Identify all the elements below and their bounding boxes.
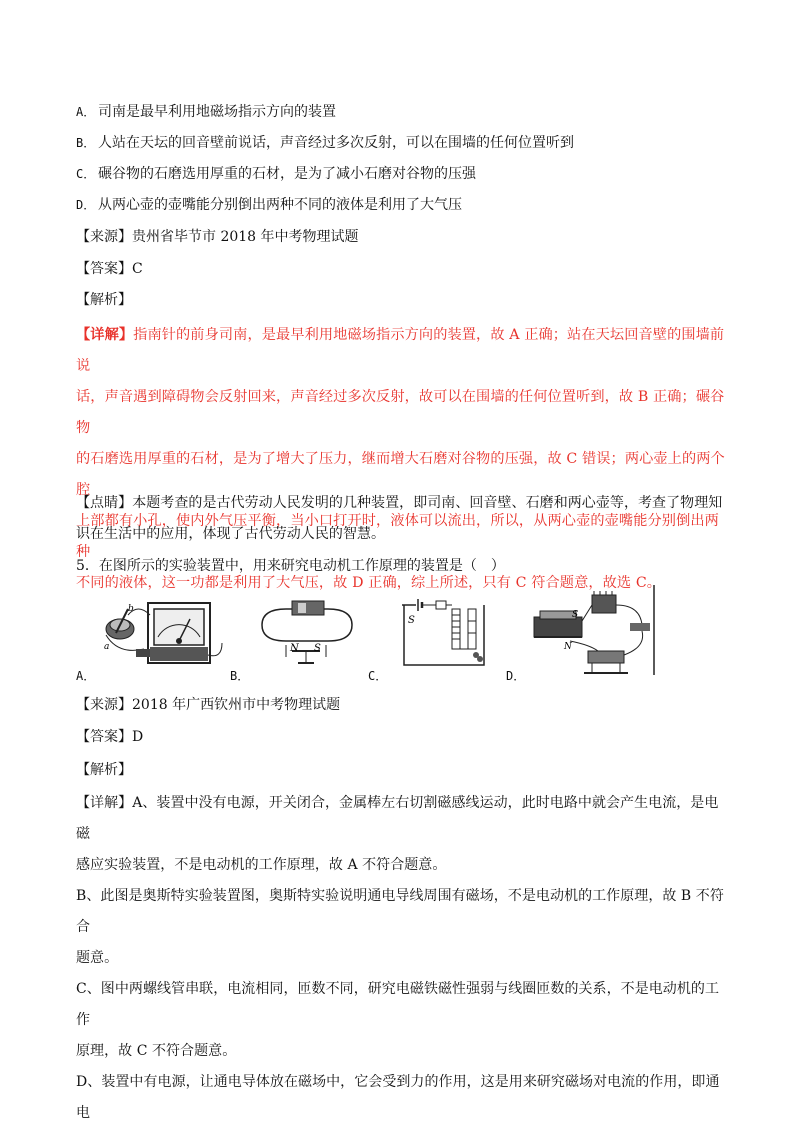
- option-letter: A．: [76, 105, 96, 119]
- option-letter: B．: [76, 136, 96, 150]
- option-text: 人站在天坛的回音壁前说话，声音经过多次反射，可以在围墙的任何位置听到: [98, 135, 574, 151]
- figure-label-d: D．: [506, 669, 526, 683]
- figure-d-motor-principle: [530, 585, 660, 677]
- q4-option-d: [76, 195, 462, 215]
- option-text: 从两心壶的壶嘴能分别倒出两种不同的液体是利用了大气压: [98, 197, 462, 213]
- q4-analysis-label: 【解析】: [76, 292, 132, 308]
- figure-c-electromagnet-coils: [394, 587, 494, 669]
- figure-c-label-s: S: [408, 615, 415, 626]
- detail-line: 原理，故 C 不符合题意。: [76, 1043, 237, 1059]
- q5-answer: 【答案】D: [76, 729, 144, 745]
- figure-b-label-n: N: [290, 643, 299, 654]
- option-letter: C．: [76, 167, 96, 181]
- detail-line: 话，声音遇到障碍物会反射回来，声音经过多次反射，故可以在围墙的任何位置听到，故 B 正确；碾谷物: [76, 389, 725, 436]
- q4-option-c: [76, 164, 476, 184]
- figure-a-label-a: a: [104, 642, 110, 652]
- q4-answer: 【答案】C: [76, 261, 143, 277]
- q5-analysis-label: 【解析】: [76, 762, 132, 778]
- detail-line: 不同的液体，这一功都是利用了大气压，故 D 正确，综上所述，只有 C 符合题意，故选 C。: [76, 575, 662, 591]
- detail-tag: 【详解】: [76, 327, 134, 343]
- option-letter: D．: [76, 198, 96, 212]
- figure-b-label-s: S: [314, 643, 321, 654]
- detail-line: 感应实验装置，不是电动机的工作原理，故 A 不符合题意。: [76, 857, 447, 873]
- detail-text: 指南针的前身司南，是最早利用地磁场指示方向的装置，故 A 正确；站在天坛回音壁的围墙前说: [76, 327, 725, 374]
- detail-line: 题意。: [76, 950, 119, 966]
- comment-line: 识在生活中的应用，体现了古代劳动人民的智慧。: [76, 526, 386, 542]
- q5-stem: 5．在图所示的实验装置中，用来研究电动机工作原理的装置是（ ）: [76, 558, 505, 574]
- q5-detail: [76, 788, 726, 1129]
- detail-line: 【详解】A、装置中没有电源，开关闭合，金属棒左右切割磁感线运动，此时电路中就会产生电流，是电磁: [76, 795, 719, 842]
- figure-label-b: B．: [230, 669, 250, 683]
- detail-line: D、装置中有电源，让通电导体放在磁场中，它会受到力的作用，这是用来研究磁场对电流的作用，即通电: [76, 1074, 720, 1121]
- detail-line: C、图中两螺线管串联，电流相同，匝数不同，研究电磁铁磁性强弱与线圈匝数的关系，不是电动机的工作: [76, 981, 720, 1028]
- detail-line: [76, 320, 726, 382]
- figure-a-label-b: b: [128, 604, 134, 614]
- q4-option-b: [76, 133, 574, 153]
- option-text: 碾谷物的石磨选用厚重的石材，是为了减小石磨对谷物的压强: [98, 166, 476, 182]
- q5-source: 【来源】2018 年广西钦州市中考物理试题: [76, 697, 341, 713]
- detail-line: 上部都有小孔，使内外气压平衡，当小口打开时，液体可以流出，所以，从两心壶的壶嘴能分别倒出两种: [76, 513, 719, 560]
- comment-line: 【点睛】本题考查的是古代劳动人民发明的几种装置，即司南、回音壁、石磨和两心壶等，考查了物理知: [76, 495, 723, 511]
- detail-line: 的石磨选用厚重的石材，是为了增大了压力，继而增大石磨对谷物的压强，故 C 错误；两心壶上的两个腔: [76, 451, 725, 498]
- figure-b-oersted-experiment: [256, 595, 356, 667]
- q4-option-a: [76, 102, 336, 122]
- q5-figures: [76, 585, 726, 685]
- figure-label-c: C．: [368, 669, 388, 683]
- q4-comment: [76, 488, 726, 550]
- q4-source: 【来源】贵州省毕节市 2018 年中考物理试题: [76, 229, 359, 245]
- option-text: 司南是最早利用地磁场指示方向的装置: [98, 104, 336, 120]
- figure-d-label-s: S: [572, 610, 579, 620]
- detail-line: B、此图是奥斯特实验装置图，奥斯特实验说明通电导线周围有磁场，不是电动机的工作原理，故 B 不符合: [76, 888, 724, 935]
- figure-label-a: A．: [76, 669, 96, 683]
- figure-a-electromagnetic-induction: [98, 585, 228, 667]
- figure-d-label-n: N: [564, 642, 572, 652]
